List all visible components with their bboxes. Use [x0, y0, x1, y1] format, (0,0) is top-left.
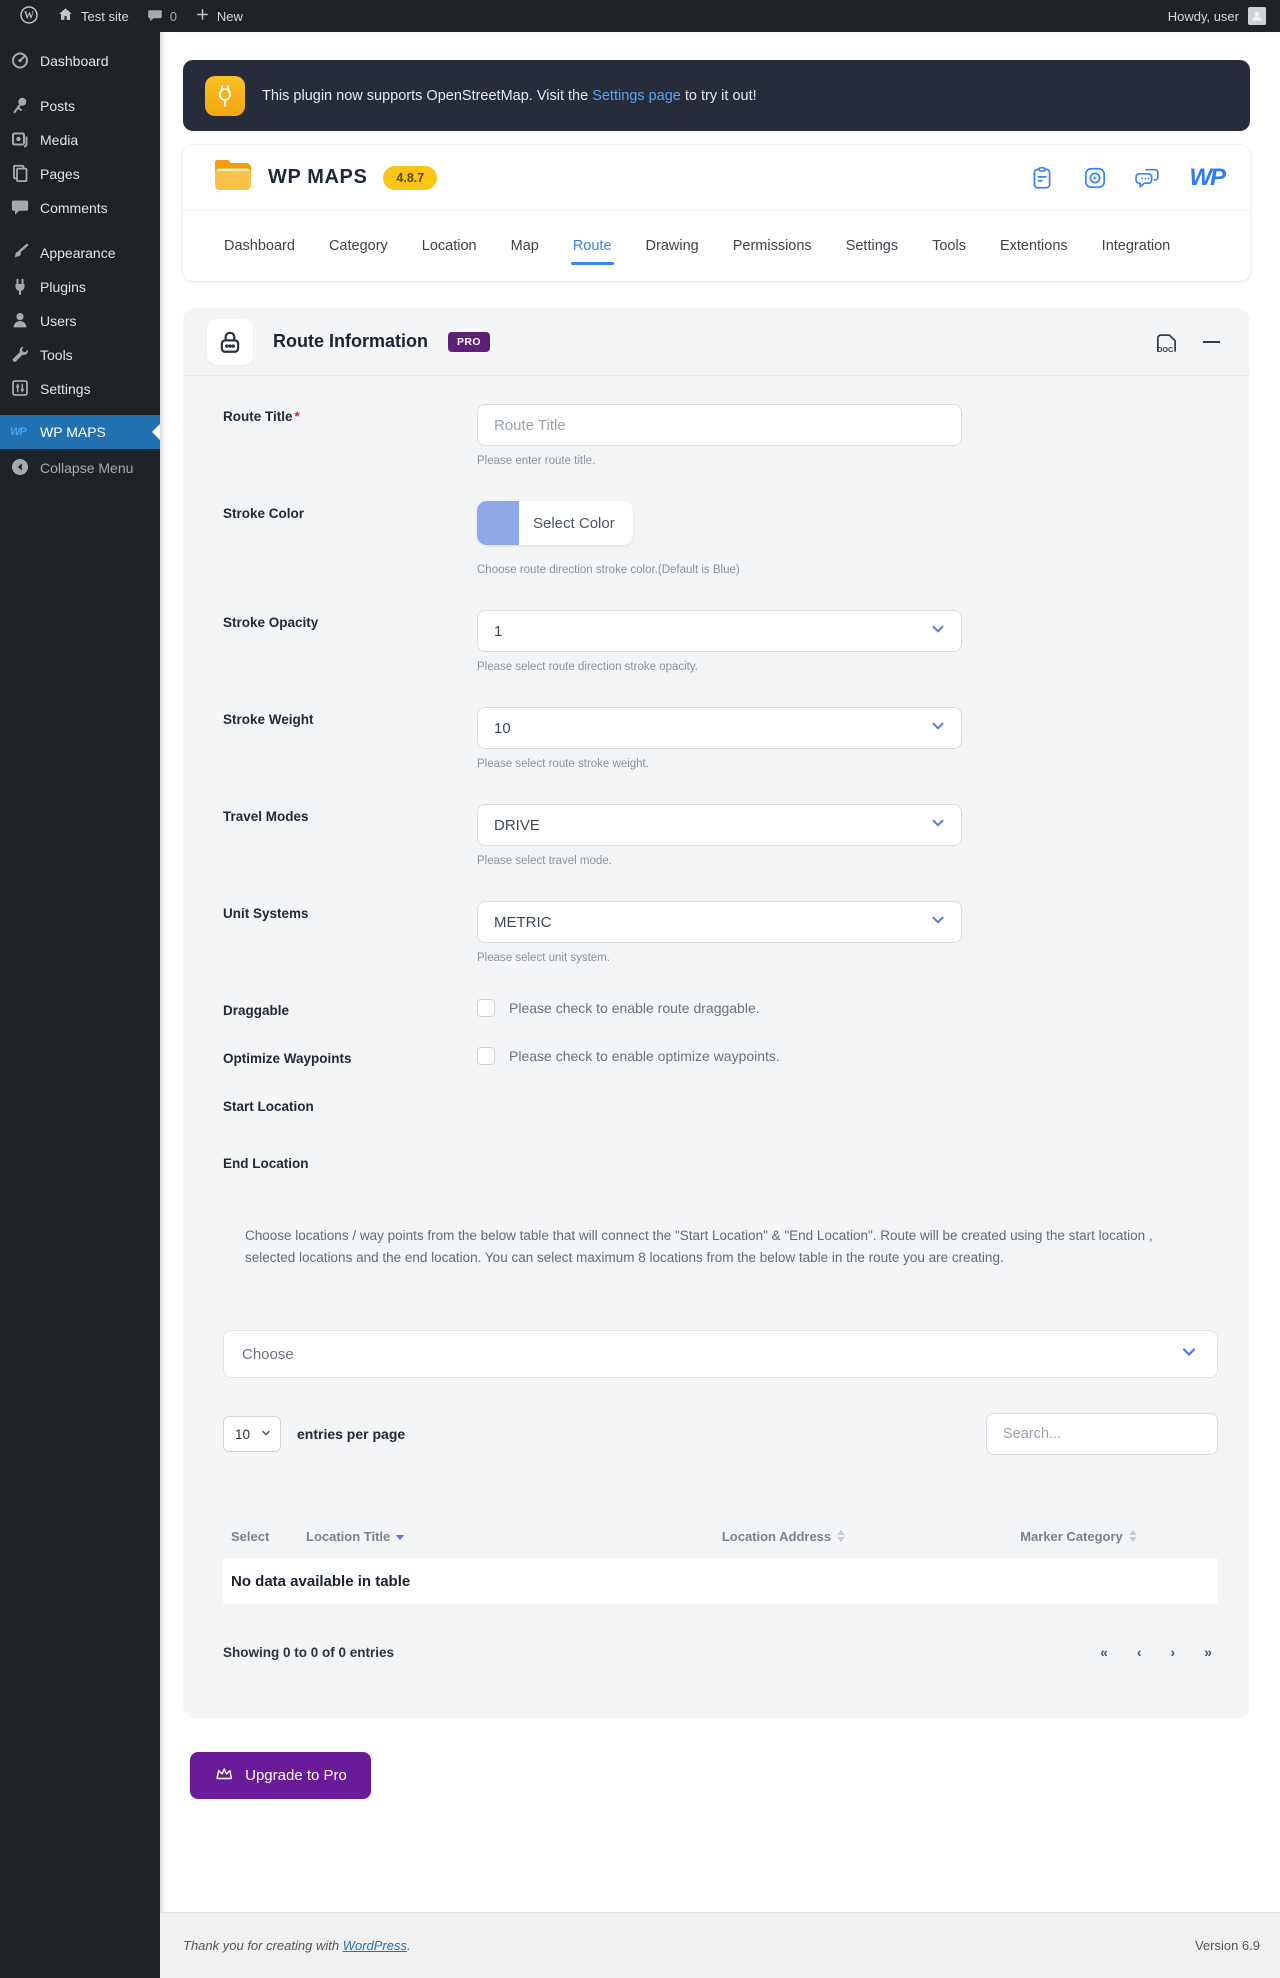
field-label: Stroke Color	[223, 506, 305, 521]
lock-icon	[207, 319, 253, 365]
content-area	[160, 32, 1280, 1978]
unit-system-select[interactable]: METRIC	[477, 901, 962, 943]
route-title-input[interactable]	[477, 404, 962, 446]
optimize-waypoints-row	[223, 1046, 1218, 1066]
chevron-down-icon	[929, 620, 947, 642]
field-help: Please select unit system.	[477, 952, 610, 964]
locations-table	[223, 1514, 1218, 1604]
video-tutorial-icon[interactable]	[1082, 165, 1108, 191]
first-page-button[interactable]: «	[1100, 1644, 1108, 1661]
table-empty-row	[223, 1558, 1218, 1604]
sidebar-item-label: Tools	[40, 347, 73, 363]
plugin-header-card	[183, 145, 1250, 281]
tab-category[interactable]: Category	[328, 238, 388, 254]
route-information-panel	[183, 308, 1250, 1718]
plugin-nav-tabs	[183, 211, 1250, 281]
optimize-waypoints-checkbox[interactable]	[477, 1047, 495, 1065]
comment-bubble-icon	[147, 7, 163, 26]
draggable-checkbox[interactable]	[477, 999, 495, 1017]
chevron-down-icon	[929, 814, 947, 836]
pages-icon	[10, 163, 30, 186]
sidebar-item-appearance[interactable]	[0, 236, 160, 270]
table-search-input[interactable]	[986, 1413, 1218, 1455]
sidebar-item-plugins[interactable]	[0, 270, 160, 304]
travel-modes-row	[223, 804, 1218, 867]
sidebar-item-media[interactable]	[0, 123, 160, 157]
select-color-button[interactable]: Select Color	[477, 501, 633, 545]
user-icon	[10, 310, 30, 333]
upgrade-to-pro-button[interactable]: Upgrade to Pro	[190, 1752, 371, 1799]
wp-logo-menu[interactable]	[10, 0, 48, 32]
osm-notice-banner	[183, 60, 1250, 131]
sidebar-item-label: Appearance	[40, 245, 116, 261]
settings-page-link[interactable]: Settings page	[592, 87, 681, 104]
notice-text: This plugin now supports OpenStreetMap. Visit the Settings page to try it out!	[262, 87, 757, 104]
tab-settings[interactable]: Settings	[845, 238, 899, 254]
tab-integration[interactable]: Integration	[1101, 238, 1171, 254]
collapse-menu-button[interactable]	[0, 451, 160, 485]
tab-route[interactable]: Route	[571, 214, 614, 278]
table-toolbar	[223, 1413, 1218, 1455]
sidebar-item-pages[interactable]	[0, 157, 160, 191]
folder-icon	[214, 159, 252, 197]
sidebar-item-label: WP MAPS	[40, 424, 106, 440]
plugin-pin-icon	[205, 76, 245, 116]
admin-sidebar	[0, 32, 160, 1978]
checkbox-help-text: Please check to enable optimize waypoints.	[509, 1048, 780, 1064]
field-label: End Location	[223, 1156, 309, 1171]
field-help: Please enter route title.	[477, 455, 596, 467]
sidebar-item-label: Posts	[40, 98, 76, 114]
field-label: Travel Modes	[223, 809, 309, 824]
plus-icon	[195, 7, 210, 25]
tab-drawing[interactable]: Drawing	[645, 238, 699, 254]
paintbrush-icon	[10, 242, 30, 265]
footer-thanks-text: Thank you for creating with WordPress.	[183, 1938, 411, 1953]
sort-desc-icon	[396, 1535, 404, 1540]
wp-admin-bar	[0, 0, 1280, 32]
sidebar-item-label: Pages	[40, 166, 80, 182]
field-help: Please select route stroke weight.	[477, 758, 649, 770]
wrench-icon	[10, 344, 30, 367]
account-menu[interactable]	[1168, 7, 1270, 25]
field-help: Please select route direction stroke opacity.	[477, 661, 698, 673]
howdy-text: Howdy, user	[1167, 8, 1239, 24]
svg-text:W: W	[24, 10, 34, 22]
chevron-down-icon	[929, 911, 947, 933]
column-location-address[interactable]: Location Address	[636, 1529, 931, 1544]
last-page-button[interactable]: »	[1204, 1644, 1212, 1661]
chevron-down-icon	[929, 717, 947, 739]
sidebar-item-tools[interactable]	[0, 338, 160, 372]
wp-brand-logo[interactable]: WP	[1189, 163, 1224, 191]
field-help: Choose route direction stroke color.(Default is Blue)	[477, 564, 740, 576]
home-icon	[57, 6, 74, 26]
comments-menu[interactable]	[138, 0, 186, 32]
previous-page-button[interactable]: ‹	[1136, 1644, 1142, 1661]
empty-message: No data available in table	[231, 1572, 411, 1590]
color-swatch	[477, 501, 519, 545]
plugin-title: WP MAPS	[268, 166, 368, 188]
tab-location[interactable]: Location	[421, 238, 477, 254]
crown-icon	[214, 1765, 234, 1786]
sidebar-item-wp-maps[interactable]	[0, 415, 160, 449]
field-label: Optimize Waypoints	[223, 1051, 352, 1066]
entries-per-page-label: entries per page	[297, 1426, 406, 1443]
collapse-panel-icon[interactable]	[1203, 341, 1220, 343]
table-header-row	[223, 1514, 1218, 1558]
next-page-button[interactable]: ›	[1170, 1644, 1176, 1661]
stroke-opacity-select[interactable]: 1	[477, 610, 962, 652]
pro-badge: PRO	[448, 332, 490, 352]
tab-dashboard[interactable]: Dashboard	[224, 238, 295, 254]
stroke-color-row	[223, 501, 1218, 576]
unit-systems-row	[223, 901, 1218, 964]
sidebar-item-label: Users	[40, 313, 77, 329]
route-instructions-text: Choose locations / way points from the below table that will connect the "Start Location" & "End Location". Route will be created using the start location , selected locations and the end location. You can select maximum 8 locations from the below table in the route you are creating.	[245, 1228, 1153, 1265]
stroke-weight-row	[223, 707, 1218, 770]
version-text: Version 6.9	[1194, 1938, 1260, 1953]
panel-title: Route Information	[273, 331, 428, 351]
end-location-row	[223, 1151, 1218, 1171]
plug-icon	[10, 276, 30, 299]
wordpress-logo-icon	[19, 5, 39, 28]
table-footer	[223, 1644, 1218, 1660]
entries-per-page-select[interactable]: 10	[223, 1416, 281, 1452]
comment-count: 0	[169, 8, 177, 24]
travel-mode-select[interactable]: DRIVE	[477, 804, 962, 846]
caret-down-icon	[260, 1427, 272, 1442]
start-location-row	[223, 1094, 1218, 1114]
sidebar-item-label: Settings	[40, 381, 91, 397]
comments-icon	[10, 197, 30, 220]
svg-text:DOC: DOC	[1157, 344, 1174, 353]
wordpress-link[interactable]: WordPress	[342, 1938, 407, 1953]
media-icon	[10, 129, 30, 152]
sidebar-item-users[interactable]	[0, 304, 160, 338]
stroke-weight-select[interactable]: 10	[477, 707, 962, 749]
sidebar-item-label: Comments	[40, 200, 108, 216]
sidebar-item-posts[interactable]	[0, 89, 160, 123]
tab-map[interactable]: Map	[510, 238, 539, 254]
field-label: Start Location	[223, 1099, 314, 1114]
new-content-menu[interactable]	[186, 0, 252, 32]
sort-icon	[1129, 1530, 1137, 1542]
required-asterisk: *	[294, 409, 300, 424]
field-label: Stroke Opacity	[223, 615, 319, 630]
changelog-icon[interactable]	[1029, 165, 1055, 191]
field-label: Unit Systems	[223, 906, 309, 921]
chevron-down-icon	[1179, 1342, 1199, 1366]
stroke-opacity-row	[223, 610, 1218, 673]
tab-extentions[interactable]: Extentions	[999, 238, 1068, 254]
column-select[interactable]: Select	[231, 1528, 270, 1544]
pushpin-icon	[10, 95, 30, 118]
site-name: Test site	[81, 8, 129, 24]
sidebar-item-label: Plugins	[40, 279, 86, 295]
new-label: New	[216, 8, 243, 24]
support-chat-icon[interactable]	[1135, 165, 1162, 191]
documentation-icon[interactable]	[1154, 331, 1179, 353]
collapse-arrow-icon	[10, 457, 30, 480]
field-label: Stroke Weight	[223, 712, 314, 727]
choose-locations-select[interactable]: Choose	[223, 1330, 1218, 1378]
field-label: Route Title *	[223, 409, 300, 424]
field-help: Please select travel mode.	[477, 855, 612, 867]
entries-summary: Showing 0 to 0 of 0 entries	[223, 1644, 395, 1660]
sidebar-item-label: Dashboard	[40, 53, 109, 69]
sidebar-item-dashboard[interactable]	[0, 44, 160, 78]
dashboard-icon	[10, 50, 30, 73]
wp-maps-logo-icon: WP	[10, 426, 26, 438]
route-title-row	[223, 404, 1218, 467]
settings-sliders-icon	[10, 378, 30, 401]
sidebar-item-comments[interactable]	[0, 191, 160, 225]
column-location-title[interactable]: Location Title	[306, 1529, 636, 1544]
draggable-row	[223, 998, 1218, 1018]
sidebar-item-label: Media	[40, 132, 79, 148]
sidebar-item-settings[interactable]	[0, 372, 160, 406]
version-badge: 4.8.7	[383, 166, 437, 190]
site-menu[interactable]	[48, 0, 138, 32]
field-label: Draggable	[223, 1003, 290, 1018]
route-form	[183, 376, 1250, 1660]
pagination	[1100, 1644, 1218, 1660]
avatar	[1248, 7, 1266, 25]
admin-footer	[160, 1912, 1280, 1978]
column-marker-category[interactable]: Marker Category	[931, 1529, 1226, 1544]
collapse-menu-label: Collapse Menu	[40, 460, 134, 476]
tab-tools[interactable]: Tools	[932, 238, 966, 254]
sort-icon	[837, 1530, 845, 1542]
tab-permissions[interactable]: Permissions	[732, 238, 812, 254]
checkbox-help-text: Please check to enable route draggable.	[509, 1000, 760, 1016]
